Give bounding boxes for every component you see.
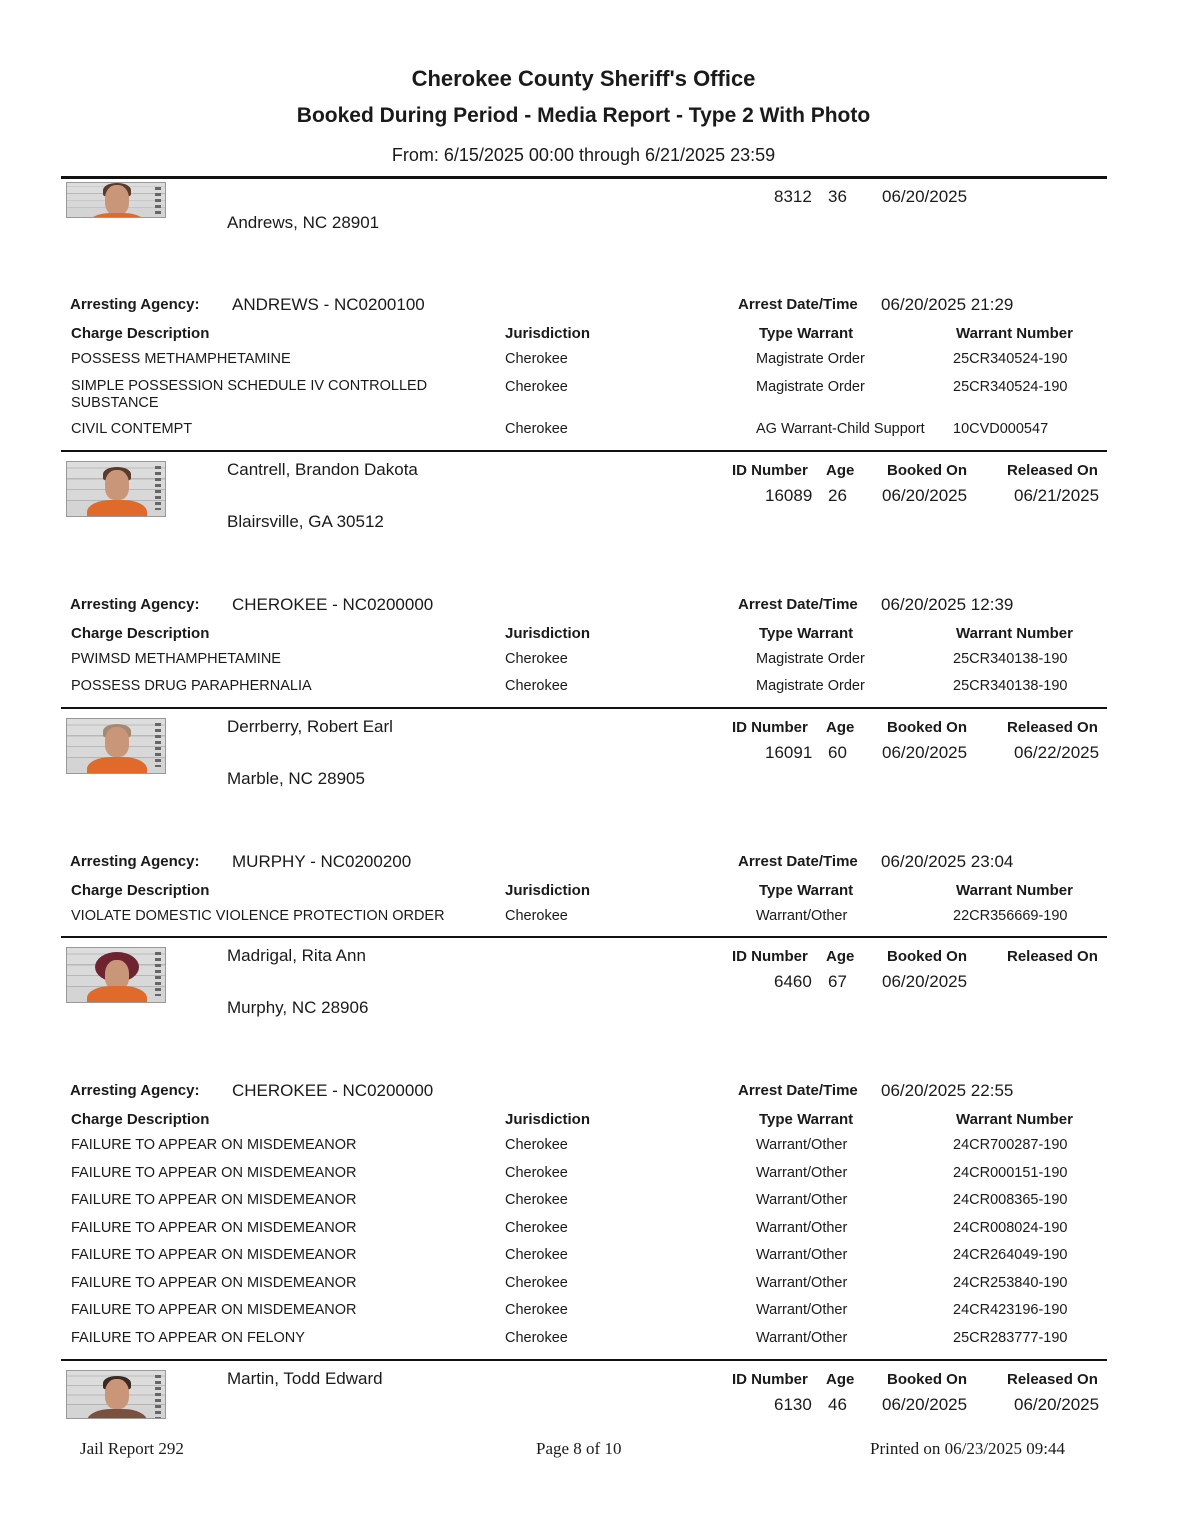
booked-on: 06/20/2025 xyxy=(882,743,968,762)
charge-type-warrant: Warrant/Other xyxy=(756,1165,848,1181)
arresting-agency: CHEROKEE - NC0200000 xyxy=(232,1081,434,1100)
charge-warrant-number: 24CR264049-190 xyxy=(953,1247,1068,1263)
charge-type-warrant: Magistrate Order xyxy=(756,651,865,667)
booked-on: 06/20/2025 xyxy=(882,1395,968,1414)
charge-type-warrant: Warrant/Other xyxy=(756,1247,848,1263)
booked-on: 06/20/2025 xyxy=(882,486,968,505)
charge-type-warrant: AG Warrant-Child Support xyxy=(756,421,925,437)
address: Andrews, NC 28901 xyxy=(227,213,380,232)
footer-report-id: Jail Report 292 xyxy=(80,1439,184,1458)
released-on-header: Released On xyxy=(1007,948,1098,965)
jurisdiction-header: Jurisdiction xyxy=(505,325,591,342)
charge-description-continued: SUBSTANCE xyxy=(71,395,159,411)
charge-jurisdiction: Cherokee xyxy=(505,1220,568,1236)
charge-description: POSSESS METHAMPHETAMINE xyxy=(71,351,291,367)
charge-jurisdiction: Cherokee xyxy=(505,651,568,667)
charge-jurisdiction: Cherokee xyxy=(505,1302,568,1318)
charge-warrant-number: 25CR340138-190 xyxy=(953,651,1068,667)
charge-jurisdiction: Cherokee xyxy=(505,1330,568,1346)
inmate-name: Martin, Todd Edward xyxy=(227,1369,383,1388)
arrest-datetime: 06/20/2025 22:55 xyxy=(881,1081,1014,1100)
arresting-agency: MURPHY - NC0200200 xyxy=(232,852,412,871)
charge-type-warrant: Magistrate Order xyxy=(756,678,865,694)
charge-type-warrant: Warrant/Other xyxy=(756,1275,848,1291)
id-number: 16089 xyxy=(765,486,813,505)
charge-jurisdiction: Cherokee xyxy=(505,908,568,924)
charge-type-warrant: Warrant/Other xyxy=(756,1330,848,1346)
booked-on-header: Booked On xyxy=(887,948,968,965)
booked-on-header: Booked On xyxy=(887,1371,968,1388)
warrant-number-header: Warrant Number xyxy=(956,882,1073,899)
charge-warrant-number: 24CR253840-190 xyxy=(953,1275,1068,1291)
released-on: 06/20/2025 xyxy=(1014,1395,1100,1414)
booked-on: 06/20/2025 xyxy=(882,972,968,991)
id-number-header: ID Number xyxy=(732,462,808,479)
charge-warrant-number: 24CR700287-190 xyxy=(953,1137,1068,1153)
arresting-agency-label: Arresting Agency: xyxy=(70,853,200,870)
charge-type-warrant: Warrant/Other xyxy=(756,1302,848,1318)
report-period: From: 6/15/2025 00:00 through 6/21/2025 23:59 xyxy=(391,145,776,165)
age: 36 xyxy=(828,187,847,206)
charge-description: POSSESS DRUG PARAPHERNALIA xyxy=(71,678,312,694)
type-warrant-header: Type Warrant xyxy=(759,1111,854,1128)
released-on: 06/21/2025 xyxy=(1014,486,1100,505)
age: 26 xyxy=(828,486,847,505)
charge-type-warrant: Warrant/Other xyxy=(756,908,848,924)
booked-on-header: Booked On xyxy=(887,462,968,479)
arresting-agency-label: Arresting Agency: xyxy=(70,1082,200,1099)
arresting-agency: ANDREWS - NC0200100 xyxy=(232,295,425,314)
mugshot-photo xyxy=(66,461,166,517)
report-title: Booked During Period - Media Report - Type 2 With Photo xyxy=(296,104,871,127)
arrest-datetime-label: Arrest Date/Time xyxy=(738,1082,858,1099)
charge-jurisdiction: Cherokee xyxy=(505,1192,568,1208)
jurisdiction-header: Jurisdiction xyxy=(505,882,591,899)
charge-description: PWIMSD METHAMPHETAMINE xyxy=(71,651,281,667)
charge-description-header: Charge Description xyxy=(71,325,210,342)
charge-description: CIVIL CONTEMPT xyxy=(71,421,193,437)
charge-jurisdiction: Cherokee xyxy=(505,351,568,367)
address: Marble, NC 28905 xyxy=(227,769,365,788)
charge-jurisdiction: Cherokee xyxy=(505,1137,568,1153)
charge-jurisdiction: Cherokee xyxy=(505,421,568,437)
charge-description: VIOLATE DOMESTIC VIOLENCE PROTECTION ORDER xyxy=(71,908,445,924)
charge-type-warrant: Warrant/Other xyxy=(756,1137,848,1153)
arresting-agency: CHEROKEE - NC0200000 xyxy=(232,595,434,614)
age: 60 xyxy=(828,743,847,762)
charge-jurisdiction: Cherokee xyxy=(505,1247,568,1263)
type-warrant-header: Type Warrant xyxy=(759,882,854,899)
header-rule xyxy=(61,176,1107,179)
arrest-datetime-label: Arrest Date/Time xyxy=(738,596,858,613)
age-header: Age xyxy=(826,1371,855,1388)
charge-description: FAILURE TO APPEAR ON MISDEMEANOR xyxy=(71,1302,357,1318)
arrest-datetime: 06/20/2025 12:39 xyxy=(881,595,1014,614)
age: 46 xyxy=(828,1395,847,1414)
inmate-name: Madrigal, Rita Ann xyxy=(227,946,366,965)
id-number: 16091 xyxy=(765,743,813,762)
charge-warrant-number: 25CR340524-190 xyxy=(953,351,1068,367)
charge-warrant-number: 10CVD000547 xyxy=(953,421,1049,437)
mugshot-photo xyxy=(66,1370,166,1419)
age: 67 xyxy=(828,972,847,991)
charge-description: FAILURE TO APPEAR ON MISDEMEANOR xyxy=(71,1137,357,1153)
charge-type-warrant: Magistrate Order xyxy=(756,351,865,367)
charge-warrant-number: 24CR008024-190 xyxy=(953,1220,1068,1236)
charge-description: FAILURE TO APPEAR ON MISDEMEANOR xyxy=(71,1220,357,1236)
id-number-header: ID Number xyxy=(732,719,808,736)
charge-warrant-number: 24CR008365-190 xyxy=(953,1192,1068,1208)
arrest-datetime: 06/20/2025 21:29 xyxy=(881,295,1014,314)
warrant-number-header: Warrant Number xyxy=(956,625,1073,642)
charge-warrant-number: 25CR340524-190 xyxy=(953,379,1068,395)
footer-printed-on: Printed on 06/23/2025 09:44 xyxy=(870,1439,1066,1458)
id-number-header: ID Number xyxy=(732,948,808,965)
charge-description: FAILURE TO APPEAR ON MISDEMEANOR xyxy=(71,1165,357,1181)
record-divider xyxy=(61,1359,1107,1361)
charge-jurisdiction: Cherokee xyxy=(505,379,568,395)
arrest-datetime-label: Arrest Date/Time xyxy=(738,296,858,313)
charge-warrant-number: 24CR000151-190 xyxy=(953,1165,1068,1181)
released-on: 06/22/2025 xyxy=(1014,743,1100,762)
charge-type-warrant: Warrant/Other xyxy=(756,1192,848,1208)
id-number: 8312 xyxy=(774,187,812,206)
office-title: Cherokee County Sheriff's Office xyxy=(411,66,756,91)
record-divider xyxy=(61,936,1107,938)
released-on-header: Released On xyxy=(1007,462,1098,479)
record-divider xyxy=(61,450,1107,452)
record-divider xyxy=(61,707,1107,709)
arresting-agency-label: Arresting Agency: xyxy=(70,596,200,613)
type-warrant-header: Type Warrant xyxy=(759,325,854,342)
arrest-datetime-label: Arrest Date/Time xyxy=(738,853,858,870)
warrant-number-header: Warrant Number xyxy=(956,325,1073,342)
charge-description-header: Charge Description xyxy=(71,1111,210,1128)
charge-description: FAILURE TO APPEAR ON MISDEMEANOR xyxy=(71,1247,357,1263)
arrest-datetime: 06/20/2025 23:04 xyxy=(881,852,1014,871)
inmate-name: Derrberry, Robert Earl xyxy=(227,717,393,736)
charge-type-warrant: Warrant/Other xyxy=(756,1220,848,1236)
charge-description: FAILURE TO APPEAR ON MISDEMEANOR xyxy=(71,1275,357,1291)
jurisdiction-header: Jurisdiction xyxy=(505,1111,591,1128)
charge-type-warrant: Magistrate Order xyxy=(756,379,865,395)
id-number: 6460 xyxy=(774,972,812,991)
charge-warrant-number: 24CR423196-190 xyxy=(953,1302,1068,1318)
charge-description-header: Charge Description xyxy=(71,625,210,642)
type-warrant-header: Type Warrant xyxy=(759,625,854,642)
charge-jurisdiction: Cherokee xyxy=(505,1275,568,1291)
age-header: Age xyxy=(826,719,855,736)
charge-jurisdiction: Cherokee xyxy=(505,1165,568,1181)
id-number-header: ID Number xyxy=(732,1371,808,1388)
age-header: Age xyxy=(826,948,855,965)
released-on-header: Released On xyxy=(1007,1371,1098,1388)
id-number: 6130 xyxy=(774,1395,812,1414)
jurisdiction-header: Jurisdiction xyxy=(505,625,591,642)
charge-warrant-number: 22CR356669-190 xyxy=(953,908,1068,924)
mugshot-photo xyxy=(66,947,166,1003)
charge-description: FAILURE TO APPEAR ON FELONY xyxy=(71,1330,305,1346)
address: Blairsville, GA 30512 xyxy=(227,512,384,531)
mugshot-photo xyxy=(66,718,166,774)
charge-warrant-number: 25CR283777-190 xyxy=(953,1330,1068,1346)
booked-on-header: Booked On xyxy=(887,719,968,736)
charge-description: FAILURE TO APPEAR ON MISDEMEANOR xyxy=(71,1192,357,1208)
arresting-agency-label: Arresting Agency: xyxy=(70,296,200,313)
age-header: Age xyxy=(826,462,855,479)
released-on-header: Released On xyxy=(1007,719,1098,736)
charge-description-header: Charge Description xyxy=(71,882,210,899)
booked-on: 06/20/2025 xyxy=(882,187,968,206)
warrant-number-header: Warrant Number xyxy=(956,1111,1073,1128)
inmate-name: Cantrell, Brandon Dakota xyxy=(227,460,418,479)
charge-description: SIMPLE POSSESSION SCHEDULE IV CONTROLLED xyxy=(71,378,428,394)
charge-warrant-number: 25CR340138-190 xyxy=(953,678,1068,694)
footer-page-number: Page 8 of 10 xyxy=(536,1439,622,1458)
mugshot-photo xyxy=(66,182,166,218)
charge-jurisdiction: Cherokee xyxy=(505,678,568,694)
address: Murphy, NC 28906 xyxy=(227,998,369,1017)
